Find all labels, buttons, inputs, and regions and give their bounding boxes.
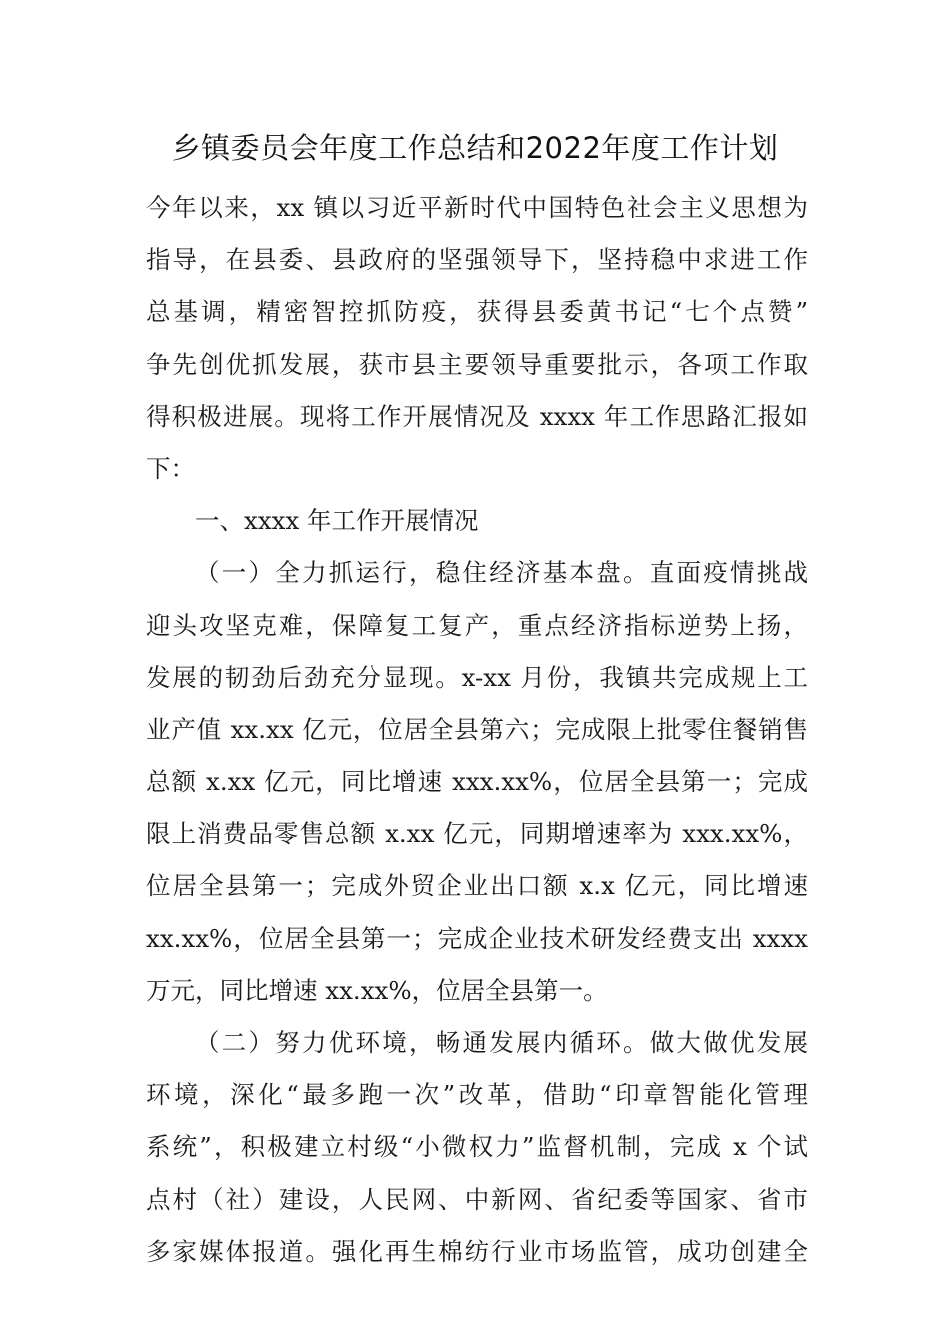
body-text-line: 多家媒体报道。强化再生棉纺行业市场监管，成功创建全 bbox=[146, 1236, 808, 1266]
body-text-line: 位居全县第一；完成外贸企业出口额 x.x 亿元，同比增速 bbox=[146, 871, 808, 901]
body-text-line: 指导，在县委、县政府的坚强领导下，坚持稳中求进工作 bbox=[146, 245, 808, 275]
body-text-line: 系统”，积极建立村级“小微权力”监督机制，完成 x 个试 bbox=[146, 1132, 808, 1162]
document-title: 乡镇委员会年度工作总结和2022年度工作计划 bbox=[171, 131, 779, 165]
body-text-line: 限上消费品零售总额 x.xx 亿元，同期增速率为 xxx.xx%， bbox=[146, 819, 808, 849]
body-text-line: 一、xxxx 年工作开展情况 bbox=[195, 506, 479, 536]
body-text-line: 下： bbox=[146, 453, 195, 483]
body-text-line: 今年以来，xx 镇以习近平新时代中国特色社会主义思想为 bbox=[146, 193, 808, 222]
body-text-line: xx.xx%，位居全县第一；完成企业技术研发经费支出 xxxx bbox=[146, 923, 808, 953]
body-text-line: 迎头攻坚克难，保障复工复产，重点经济指标逆势上扬， bbox=[146, 610, 808, 640]
body-text-line: 得积极进展。现将工作开展情况及 xxxx 年工作思路汇报如 bbox=[146, 401, 808, 431]
body-text-line: 万元，同比增速 xx.xx%，位居全县第一。 bbox=[146, 975, 608, 1005]
body-text-line: 总额 x.xx 亿元，同比增速 xxx.xx%，位居全县第一；完成 bbox=[146, 767, 808, 797]
body-text-line: 业产值 xx.xx 亿元，位居全县第六；完成限上批零住餐销售 bbox=[146, 714, 808, 744]
body-text-line: 争先创优抓发展，获市县主要领导重要批示，各项工作取 bbox=[146, 349, 808, 379]
document-body bbox=[146, 182, 808, 1278]
body-text-line: 总基调，精密智控抓防疫，获得县委黄书记“七个点赞” bbox=[146, 297, 808, 327]
body-text-line: 点村（社）建设，人民网、中新网、省纪委等国家、省市 bbox=[146, 1184, 808, 1214]
body-text-line: 环境，深化“最多跑一次”改革，借助“印章智能化管理 bbox=[146, 1080, 808, 1110]
body-text-line: （二）努力优环境，畅通发展内循环。做大做优发展 bbox=[195, 1028, 808, 1057]
body-text-line: （一）全力抓运行，稳住经济基本盘。直面疫情挑战 bbox=[195, 558, 808, 588]
body-text-line: 发展的韧劲后劲充分显现。x-xx 月份，我镇共完成规上工 bbox=[146, 662, 808, 692]
